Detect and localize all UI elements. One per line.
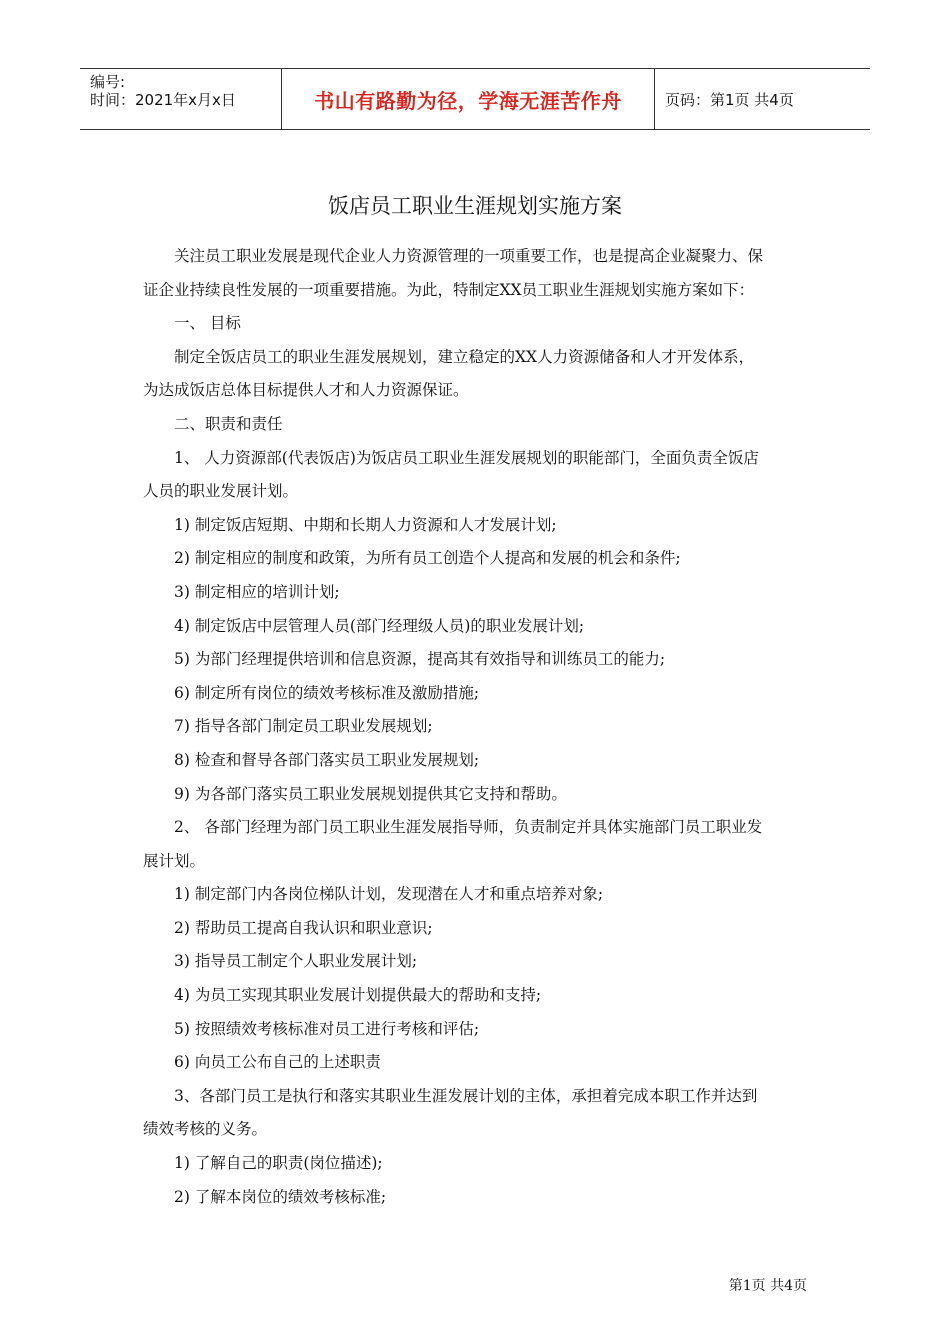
paragraph-line: 2) 了解本岗位的绩效考核标准;: [174, 1187, 387, 1206]
header-motto: 书山有路勤为径，学海无涯苦作舟: [314, 88, 622, 113]
paragraph-line: 1、 人力资源部(代表饭店)为饭店员工职业生涯发展规划的职能部门，全面负责全饭店: [174, 448, 759, 467]
paragraph-line: 2、 各部门经理为部门员工职业生涯发展指导师，负责制定并具体实施部门员工职业发: [174, 818, 763, 837]
document-body: [143, 240, 813, 1214]
header-motto-cell: [282, 69, 655, 129]
paragraph-line: 8) 检查和督导各部门落实员工职业发展规划;: [174, 750, 480, 769]
header-page-label: 页码：第1页 共4页: [665, 90, 794, 109]
paragraph-line: 1) 制定饭店短期、中期和长期人力资源和人才发展计划;: [174, 515, 557, 534]
page-footer: 第1页 共4页: [728, 1278, 807, 1294]
paragraph-line: 证企业持续良性发展的一项重要措施。为此，特制定XX员工职业生涯规划实施方案如下：: [143, 280, 755, 299]
header-page-cell: [655, 69, 870, 129]
paragraph-line: 制定全饭店员工的职业生涯发展规划，建立稳定的XX人力资源储备和人才开发体系，: [174, 347, 755, 366]
paragraph-line: 6) 向员工公布自己的上述职责: [174, 1053, 381, 1072]
document-number-label: 编号:: [90, 73, 126, 91]
paragraph-line: 人员的职业发展计划。: [143, 482, 299, 501]
paragraph-line: 2) 帮助员工提高自我认识和职业意识;: [174, 918, 433, 937]
paragraph-line: 为达成饭店总体目标提供人才和人力资源保证。: [143, 381, 469, 400]
paragraph-line: 3) 制定相应的培训计划;: [174, 582, 340, 601]
paragraph-line: 7) 指导各部门制定员工职业发展规划;: [174, 717, 433, 736]
page-header: [80, 68, 870, 130]
paragraph-line: 2) 制定相应的制度和政策，为所有员工创造个人提高和发展的机会和条件;: [174, 549, 681, 568]
header-info-cell: [80, 69, 282, 129]
paragraph-line: 5) 按照绩效考核标准对员工进行考核和评估;: [174, 1019, 480, 1038]
paragraph-line: 3、各部门员工是执行和落实其职业生涯发展计划的主体，承担着完成本职工作并达到: [174, 1086, 758, 1105]
paragraph-line: 一、 目标: [174, 314, 241, 333]
paragraph-line: 9) 为各部门落实员工职业发展规划提供其它支持和帮助。: [174, 784, 567, 803]
paragraph-line: 4) 制定饭店中层管理人员(部门经理级人员)的职业发展计划;: [174, 616, 585, 635]
document-title: 饭店员工职业生涯规划实施方案: [328, 194, 622, 218]
paragraph-line: 4) 为员工实现其职业发展计划提供最大的帮助和支持;: [174, 986, 542, 1005]
paragraph-line: 3) 指导员工制定个人职业发展计划;: [174, 952, 418, 971]
paragraph-line: 绩效考核的义务。: [143, 1120, 268, 1139]
paragraph-line: 6) 制定所有岗位的绩效考核标准及激励措施;: [174, 683, 480, 702]
paragraph-line: 1) 了解自己的职责(岗位描述);: [174, 1154, 383, 1173]
paragraph-line: 1) 制定部门内各岗位梯队计划，发现潜在人才和重点培养对象;: [174, 885, 604, 904]
paragraph-line: 关注员工职业发展是现代企业人力资源管理的一项重要工作，也是提高企业凝聚力、保: [174, 247, 764, 265]
paragraph-line: 5) 为部门经理提供培训和信息资源，提高其有效指导和训练员工的能力;: [174, 650, 666, 669]
document-time-label: 时间：2021年x月x日: [90, 91, 236, 109]
paragraph-line: 二、职责和责任: [174, 414, 283, 433]
paragraph-line: 展计划。: [143, 851, 206, 870]
